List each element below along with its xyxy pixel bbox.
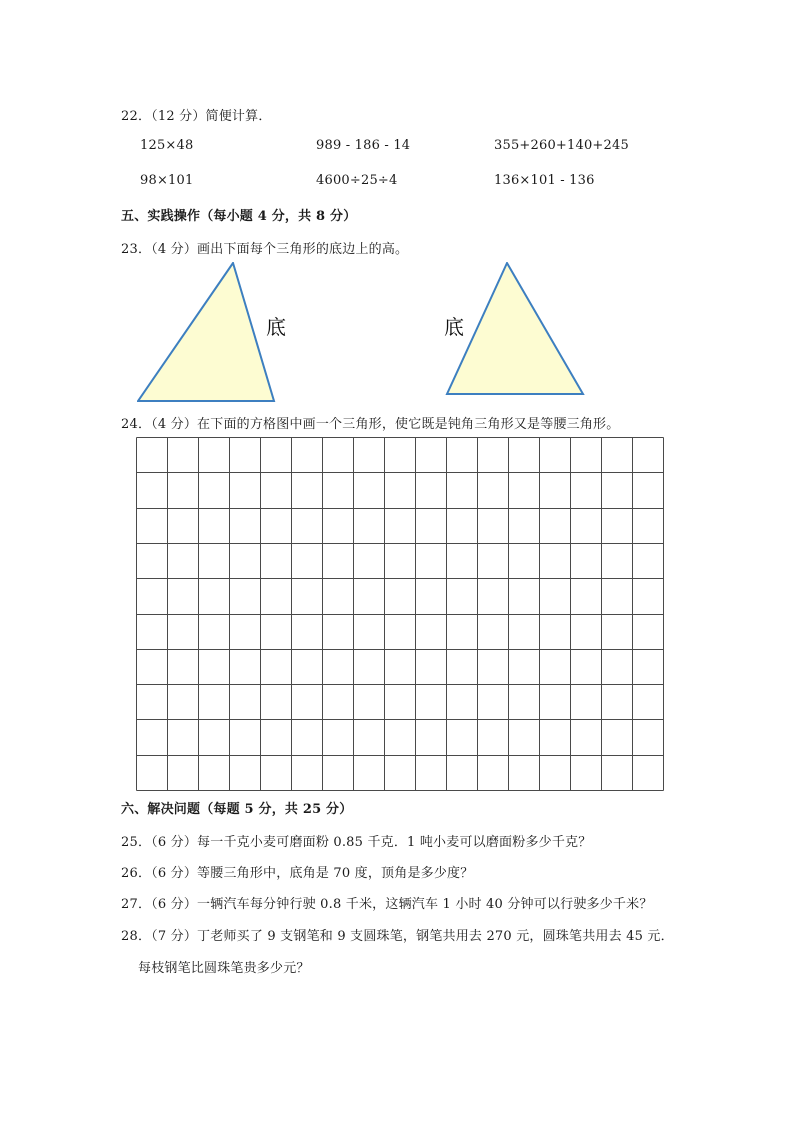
q22-item-3: 355+260+140+245 xyxy=(494,138,629,153)
q23-text: 23．（4 分）画出下面每个三角形的底边上的高。 xyxy=(121,242,409,257)
q22-item-4: 98×101 xyxy=(140,173,194,188)
section-6-title: 六、解决问题（每题 5 分，共 25 分） xyxy=(121,802,353,817)
q22-item-1: 125×48 xyxy=(140,138,194,153)
q22-item-2: 989 - 186 - 14 xyxy=(316,138,411,153)
q22-item-6: 136×101 - 136 xyxy=(494,173,595,188)
square-grid[interactable] xyxy=(136,437,664,791)
q27-text: 27．（6 分）一辆汽车每分钟行驶 0.8 千米，这辆汽车 1 小时 40 分钟可以行驶多少千米？ xyxy=(121,897,653,912)
q22-heading: 22．（12 分）简便计算． xyxy=(121,109,272,124)
q25-text: 25．（6 分）每一千克小麦可磨面粉 0.85 千克．1 吨小麦可以磨面粉多少千克？ xyxy=(121,835,592,850)
base-label-left: 底 xyxy=(266,315,286,339)
q28-text-line-2: 每枝钢笔比圆珠笔贵多少元？ xyxy=(138,961,310,976)
q28-text-line-1: 28．（7 分）丁老师买了 9 支钢笔和 9 支圆珠笔，钢笔共用去 270 元，圆珠笔共用去 45 元． xyxy=(121,929,674,944)
q24-text: 24．（4 分）在下面的方格图中画一个三角形，使它既是钝角三角形又是等腰三角形。 xyxy=(121,417,620,432)
triangle-left xyxy=(138,263,274,401)
section-5-title: 五、实践操作（每小题 4 分，共 8 分） xyxy=(121,209,357,224)
q22-item-5: 4600÷25÷4 xyxy=(316,173,398,188)
q26-text: 26．（6 分）等腰三角形中，底角是 70 度，顶角是多少度？ xyxy=(121,866,474,881)
triangles-figure xyxy=(137,262,585,404)
triangle-right xyxy=(447,263,583,394)
base-label-right: 底 xyxy=(444,315,464,339)
